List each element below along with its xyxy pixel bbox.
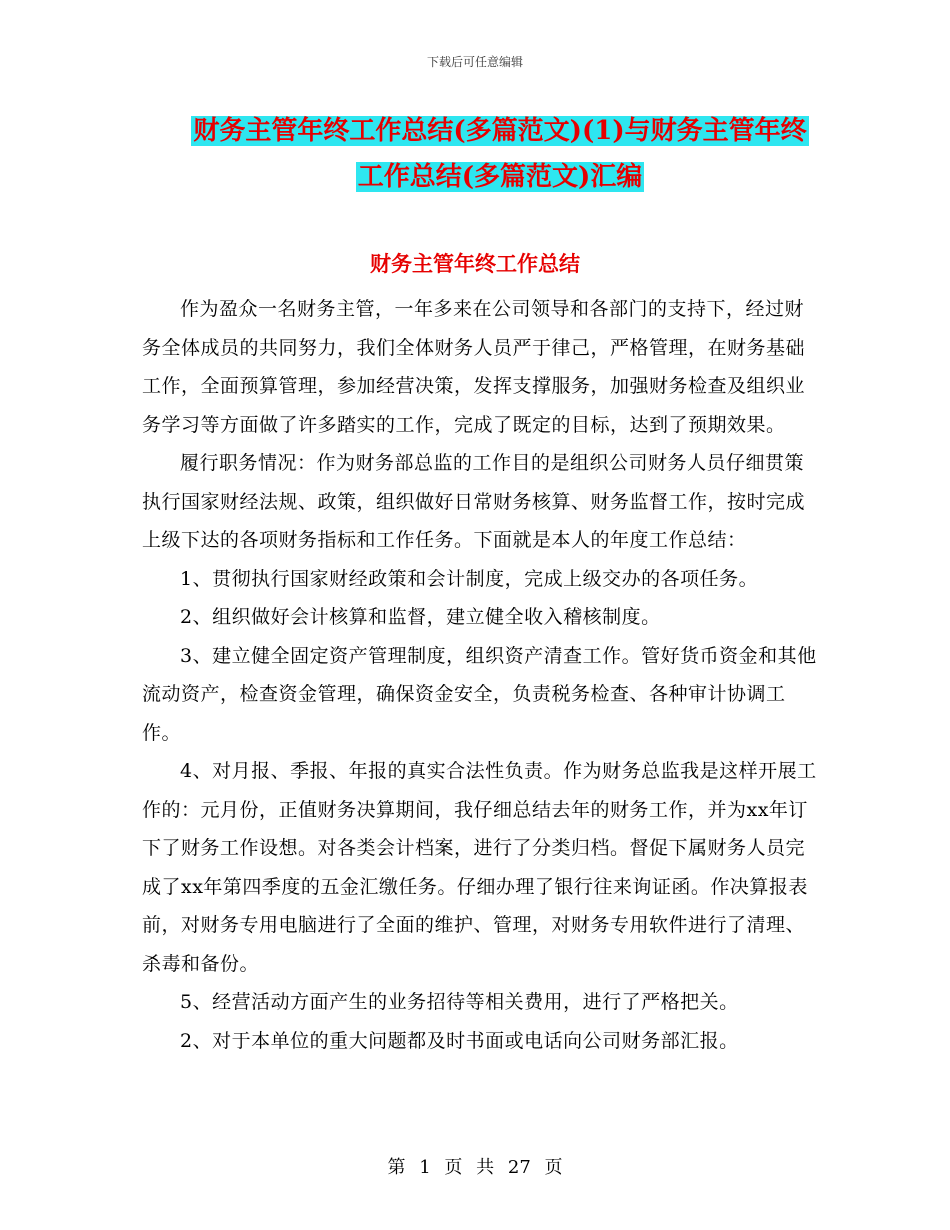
- document-title: [140, 108, 860, 200]
- list-item: 3、建立健全固定资产管理制度，组织资产清查工作。管好货币资金和其他流动资产，检查资金管理，确保资金安全，负责税务检查、各种审计协调工作。: [142, 644, 817, 744]
- page-label-prefix: 第: [387, 1157, 406, 1178]
- header-note: 下载后可任意编辑: [426, 55, 523, 69]
- total-label: 共: [476, 1157, 495, 1178]
- document-body: [142, 290, 822, 1060]
- document-title-line-1: 财务主管年终工作总结(多篇范文)(1)与财务主管年终: [193, 116, 807, 146]
- list-item: 2、对于本单位的重大问题都及时书面或电话向公司财务部汇报。: [180, 1029, 739, 1052]
- list-item: 4、对月报、季报、年报的真实合法性负责。作为财务总监我是这样开展工作的：元月份，正值财务决算期间，我仔细总结去年的财务工作，并为xx年订下了财务工作设想。对各类会计档案，进行了分类归档。督促下属财务人员完成了xx年第四季度的五金汇缴任务。仔细办理了银行往来询证函。作决算报表前，对财务专用电脑进行了全面的维护、管理，对财务专用软件进行了清理、杀毒和备份。: [142, 760, 817, 975]
- total-pages: 27: [507, 1157, 531, 1178]
- document-title-line-2: 工作总结(多篇范文)汇编: [357, 162, 643, 192]
- section-title: 财务主管年终工作总结: [370, 251, 580, 276]
- page-label-suffix: 页: [544, 1157, 563, 1178]
- page-number: 1: [419, 1157, 431, 1178]
- page-label-mid: 页: [444, 1157, 463, 1178]
- list-item: 2、组织做好会计核算和监督，建立健全收入稽核制度。: [180, 606, 661, 628]
- paragraph: 作为盈众一名财务主管，一年多来在公司领导和各部门的支持下，经过财务全体成员的共同努力，我们全体财务人员严于律己，严格管理，在财务基础工作，全面预算管理，参加经营决策，发挥支撑服务，加强财务检查及组织业务学习等方面做了许多踏实的工作，完成了既定的目标，达到了预期效果。: [142, 298, 806, 436]
- page-footer: [0, 1153, 950, 1179]
- list-item: 5、经营活动方面产生的业务招待等相关费用，进行了严格把关。: [180, 991, 739, 1013]
- paragraph: 履行职务情况：作为财务部总监的工作目的是组织公司财务人员仔细贯策执行国家财经法规、政策，组织做好日常财务核算、财务监督工作，按时完成上级下达的各项财务指标和工作任务。下面就是本人的年度工作总结：: [142, 452, 806, 551]
- list-item: 1、贯彻执行国家财经政策和会计制度，完成上级交办的各项任务。: [180, 567, 759, 590]
